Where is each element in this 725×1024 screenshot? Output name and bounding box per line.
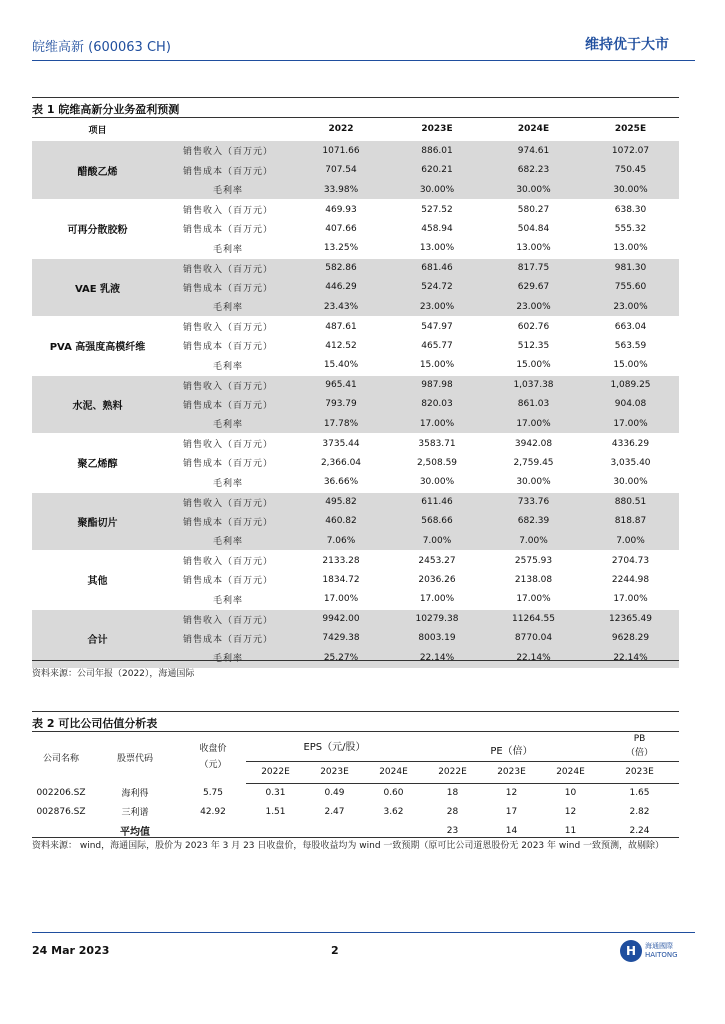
table1-col-item: 项目 <box>88 125 107 136</box>
table1-cell: 8003.19 <box>389 629 485 649</box>
peer-cell: 12 <box>505 787 518 798</box>
t2-year: 2024E <box>541 761 600 783</box>
table1-cell: 861.03 <box>485 395 582 415</box>
table1-cell: 7429.38 <box>293 629 389 649</box>
metric-label: 销售收入（百万元） <box>163 375 293 395</box>
t2-head-close: 收盘价 （元） <box>199 744 227 770</box>
table1-cell: 22.14% <box>485 648 582 668</box>
metric-label: 毛利率 <box>163 297 293 317</box>
segment-name: 合计 <box>32 609 163 668</box>
metric-label: 销售收入（百万元） <box>163 258 293 278</box>
table1-cell: 469.93 <box>293 200 389 220</box>
table1-cell: 3583.71 <box>389 434 485 454</box>
t2-head-pe: PE（倍） <box>423 731 600 761</box>
table1-cell: 458.94 <box>421 223 453 234</box>
table1-cell: 25.27% <box>293 648 389 668</box>
table1-cell: 504.84 <box>517 223 550 234</box>
metric-label: 销售成本（百万元） <box>163 395 293 415</box>
table1-row <box>32 317 679 337</box>
table1-cell: 750.45 <box>582 161 679 181</box>
header-divider <box>32 60 695 61</box>
table1-cell: 13.25% <box>323 243 359 253</box>
peer-cell: 002206.SZ <box>36 787 86 798</box>
peer-cell: 42.92 <box>200 806 226 817</box>
peer-cell: 28 <box>446 806 459 817</box>
table1-cell: 13.00% <box>613 243 648 253</box>
metric-label: 销售收入（百万元） <box>163 200 293 220</box>
table1-cell: 412.52 <box>325 340 357 351</box>
table1-cell: 663.04 <box>582 317 679 337</box>
metric-label: 毛利率 <box>163 648 293 668</box>
metric-label: 毛利率 <box>212 478 243 489</box>
table1-cell: 30.00% <box>419 477 455 487</box>
peer-cell: 5.75 <box>202 787 224 798</box>
table1-cell: 2,366.04 <box>320 457 362 468</box>
table1-cell: 582.86 <box>293 258 389 278</box>
table1-cell: 7.00% <box>582 531 679 551</box>
table1-cell: 524.72 <box>389 278 485 298</box>
metric-label: 销售成本（百万元） <box>182 342 273 353</box>
table1-cell: 3942.08 <box>485 434 582 454</box>
peer-cell: 12 <box>564 806 577 817</box>
peer-cell: 2.47 <box>324 806 345 817</box>
peer-cell: 海利得 <box>121 789 149 799</box>
segment-name: PVA 高强度高模纤维 <box>32 317 163 376</box>
table1-cell: 886.01 <box>389 141 485 161</box>
table1-cell: 755.60 <box>582 278 679 298</box>
metric-label: 销售收入（百万元） <box>163 551 293 571</box>
segment-name: 聚酯切片 <box>32 492 163 551</box>
peer-cell: 2.82 <box>629 806 650 817</box>
table1-cell: 11264.55 <box>485 609 582 629</box>
logo-cn: 海通國際 <box>645 942 673 950</box>
table1-row <box>32 434 679 454</box>
table1-cell: 568.66 <box>389 512 485 532</box>
table1-cell: 638.30 <box>582 200 679 220</box>
table1-cell: 1071.66 <box>293 141 389 161</box>
table1-cell: 620.21 <box>389 161 485 181</box>
table1-cell: 2575.93 <box>485 551 582 571</box>
metric-label: 销售收入（百万元） <box>163 609 293 629</box>
t2-year: 2024E <box>364 761 423 783</box>
table1-cell: 17.00% <box>389 414 485 434</box>
table1-cell: 17.00% <box>419 594 455 604</box>
table1-col-2023e: 2023E <box>421 124 453 134</box>
table1-cell: 17.00% <box>323 594 359 604</box>
peer-cell: 三利谱 <box>121 808 149 818</box>
metric-label: 毛利率 <box>212 595 243 606</box>
haitong-logo-icon: H <box>620 940 642 962</box>
haitong-logo <box>620 940 678 962</box>
table1-cell: 527.52 <box>389 200 485 220</box>
metric-label: 销售收入（百万元） <box>163 434 293 454</box>
metric-label: 毛利率 <box>163 531 293 551</box>
logo-en: HAITONG <box>645 951 678 959</box>
peer-cell: 1.51 <box>265 806 286 817</box>
table1-cell: 17.00% <box>485 414 582 434</box>
table1-cell: 793.79 <box>293 395 389 415</box>
table2-source: 资料来源： wind，海通国际，股价为 2023 年 3 月 23 日收盘价，每股收益均为 wind 一致预期（原可比公司道恩股份无 2023 年 wind 一致预测，故剔除） <box>32 841 665 851</box>
metric-label: 销售成本（百万元） <box>163 278 293 298</box>
table1-cell: 2704.73 <box>582 551 679 571</box>
peer-cell: 0.49 <box>324 787 345 798</box>
average-cell: 14 <box>505 825 518 836</box>
table1-cell: 2244.98 <box>611 574 650 585</box>
table1-cell: 547.97 <box>389 317 485 337</box>
table1-cell: 23.43% <box>293 297 389 317</box>
peer-cell: 3.62 <box>383 806 404 817</box>
t2-year: 2022E <box>246 761 305 783</box>
table1-cell: 904.08 <box>582 395 679 415</box>
table1-cell: 2453.27 <box>389 551 485 571</box>
table1-top-rule <box>32 97 679 98</box>
footer-date: 24 Mar 2023 <box>32 944 110 957</box>
table1-cell: 17.00% <box>516 594 551 604</box>
segment-name: VAE 乳液 <box>32 258 163 317</box>
segment-name: 其他 <box>32 551 163 610</box>
table1-col-2022: 2022 <box>328 124 354 134</box>
table1-cell: 33.98% <box>293 180 389 200</box>
table1-cell: 9942.00 <box>293 609 389 629</box>
header-rating: 维持优于大市 <box>585 37 669 53</box>
table1-cell: 682.39 <box>485 512 582 532</box>
average-cell: 2.24 <box>629 825 650 836</box>
table1-cell: 7.00% <box>389 531 485 551</box>
table1-cell: 681.46 <box>389 258 485 278</box>
table1-cell: 23.00% <box>485 297 582 317</box>
peer-cell: 18 <box>446 787 459 798</box>
table1-cell: 602.76 <box>485 317 582 337</box>
table1-source: 资料来源：公司年报（2022），海通国际 <box>32 669 195 679</box>
table1-cell: 23.00% <box>389 297 485 317</box>
table1-cell: 1834.72 <box>322 574 360 585</box>
table1-cell: 17.78% <box>293 414 389 434</box>
peer-cell: 10 <box>564 787 577 798</box>
table1-cell: 2,759.45 <box>513 457 554 468</box>
table2-bottom-rule <box>32 837 679 838</box>
table1-col-2024e: 2024E <box>517 124 550 134</box>
header-company: 皖维高新 (600063 CH) <box>32 40 171 55</box>
table1-cell: 9628.29 <box>582 629 679 649</box>
table1-cell: 2138.08 <box>514 574 553 585</box>
table1-row <box>32 551 679 571</box>
table1-cell: 407.66 <box>325 223 357 234</box>
peer-row <box>32 783 679 802</box>
peer-row <box>32 802 679 821</box>
metric-label: 销售成本（百万元） <box>182 459 273 470</box>
table1-cell: 707.54 <box>293 161 389 181</box>
table1-cell: 23.00% <box>582 297 679 317</box>
table1-cell: 30.00% <box>389 180 485 200</box>
table1-header-row <box>32 117 679 141</box>
segment-name: 聚乙烯醇 <box>32 434 163 493</box>
segment-name: 水泥、熟料 <box>32 375 163 434</box>
metric-label: 毛利率 <box>163 414 293 434</box>
segment-name: 醋酸乙烯 <box>32 141 163 200</box>
t2-year: 2023E <box>305 761 364 783</box>
table1-cell: 682.23 <box>485 161 582 181</box>
t2-head-eps: EPS（元/股） <box>246 731 423 761</box>
table1-cell: 580.27 <box>485 200 582 220</box>
table1-cell: 2,508.59 <box>416 457 458 468</box>
peer-cell: 17 <box>505 806 518 817</box>
table1-cell: 12365.49 <box>582 609 679 629</box>
table1-row <box>32 200 679 220</box>
table1-row <box>32 258 679 278</box>
table1-cell: 446.29 <box>293 278 389 298</box>
table1-cell: 8770.04 <box>485 629 582 649</box>
table2-title: 表 2 可比公司估值分析表 <box>32 717 158 730</box>
t2-year: 2023E <box>600 761 679 783</box>
table1-cell: 974.61 <box>485 141 582 161</box>
table1-cell: 460.82 <box>293 512 389 532</box>
segment-name: 可再分散胶粉 <box>32 200 163 259</box>
table1-cell: 17.00% <box>613 594 648 604</box>
table1-cell: 512.35 <box>517 340 550 351</box>
table1-title: 表 1 皖维高新分业务盈利预测 <box>32 103 180 116</box>
table1-cell: 733.76 <box>485 492 582 512</box>
t2-head-pb: PB （倍） <box>600 731 679 761</box>
table1-cell: 10279.38 <box>389 609 485 629</box>
table1-cell: 15.40% <box>323 360 359 370</box>
table1-cell: 611.46 <box>389 492 485 512</box>
t2-head-company: 公司名称 <box>42 753 79 764</box>
metric-label: 销售收入（百万元） <box>163 141 293 161</box>
t2-year: 2022E <box>423 761 482 783</box>
table1-cell: 965.41 <box>293 375 389 395</box>
table1-cell: 1,037.38 <box>485 375 582 395</box>
table1-row <box>32 141 679 161</box>
peer-cell: 1.65 <box>629 787 650 798</box>
table1-cell: 555.32 <box>614 223 647 234</box>
footer-divider <box>32 932 695 933</box>
table2-top-rule <box>32 711 679 712</box>
metric-label: 销售成本（百万元） <box>182 225 273 236</box>
t2-year: 2023E <box>482 761 541 783</box>
table1-cell: 3735.44 <box>293 434 389 454</box>
metric-label: 销售收入（百万元） <box>163 317 293 337</box>
table1-cell: 15.00% <box>613 360 648 370</box>
peer-cell: 0.31 <box>265 787 286 798</box>
peer-cell: 0.60 <box>383 787 404 798</box>
table1-cell: 4336.29 <box>582 434 679 454</box>
metric-label: 销售收入（百万元） <box>163 492 293 512</box>
table1-col-metric <box>163 117 293 141</box>
page-number: 2 <box>331 944 339 957</box>
table1-cell: 7.00% <box>485 531 582 551</box>
metric-label: 毛利率 <box>212 244 243 255</box>
peer-cell: 002876.SZ <box>36 806 86 817</box>
table1-cell: 13.00% <box>516 243 551 253</box>
table1-bottom-rule <box>32 660 679 661</box>
table1-cell: 2036.26 <box>418 574 456 585</box>
table1-cell: 15.00% <box>516 360 551 370</box>
table1-cell: 465.77 <box>421 340 453 351</box>
metric-label: 销售成本（百万元） <box>163 629 293 649</box>
table1-cell: 820.03 <box>389 395 485 415</box>
table1-cell: 13.00% <box>419 243 455 253</box>
metric-label: 毛利率 <box>212 361 243 372</box>
table1-cell: 36.66% <box>323 477 359 487</box>
table1-cell: 563.59 <box>614 340 647 351</box>
table1-cell: 495.82 <box>293 492 389 512</box>
table1-row <box>32 492 679 512</box>
table1-cell: 7.06% <box>293 531 389 551</box>
average-cell: 23 <box>446 825 459 836</box>
table1-cell: 817.75 <box>485 258 582 278</box>
table1-col-2025e: 2025E <box>614 124 647 134</box>
table1-cell: 487.61 <box>293 317 389 337</box>
table1-cell: 2133.28 <box>293 551 389 571</box>
table1-cell: 30.00% <box>613 477 648 487</box>
metric-label: 毛利率 <box>163 180 293 200</box>
table1-cell: 818.87 <box>582 512 679 532</box>
table1-cell: 1072.07 <box>582 141 679 161</box>
table1-cell: 987.98 <box>389 375 485 395</box>
table1-cell: 3,035.40 <box>610 457 651 468</box>
table1-cell: 22.14% <box>389 648 485 668</box>
metric-label: 销售成本（百万元） <box>182 576 273 587</box>
table1-cell: 30.00% <box>582 180 679 200</box>
table1-cell: 30.00% <box>516 477 551 487</box>
table1-cell: 22.14% <box>582 648 679 668</box>
t2-head-ticker: 股票代码 <box>116 753 153 764</box>
average-cell: 11 <box>564 825 577 836</box>
table1-cell: 880.51 <box>582 492 679 512</box>
table1-cell: 629.67 <box>485 278 582 298</box>
table1-cell: 15.00% <box>419 360 455 370</box>
table1-cell: 981.30 <box>582 258 679 278</box>
table1-cell: 30.00% <box>485 180 582 200</box>
table1-row <box>32 375 679 395</box>
table1-cell: 1,089.25 <box>582 375 679 395</box>
table1-row <box>32 609 679 629</box>
metric-label: 销售成本（百万元） <box>163 512 293 532</box>
average-label: 平均值 <box>120 827 150 838</box>
peer-valuation-table <box>32 731 679 840</box>
table1-cell: 17.00% <box>582 414 679 434</box>
segment-forecast-table <box>32 117 679 668</box>
metric-label: 销售成本（百万元） <box>163 161 293 181</box>
